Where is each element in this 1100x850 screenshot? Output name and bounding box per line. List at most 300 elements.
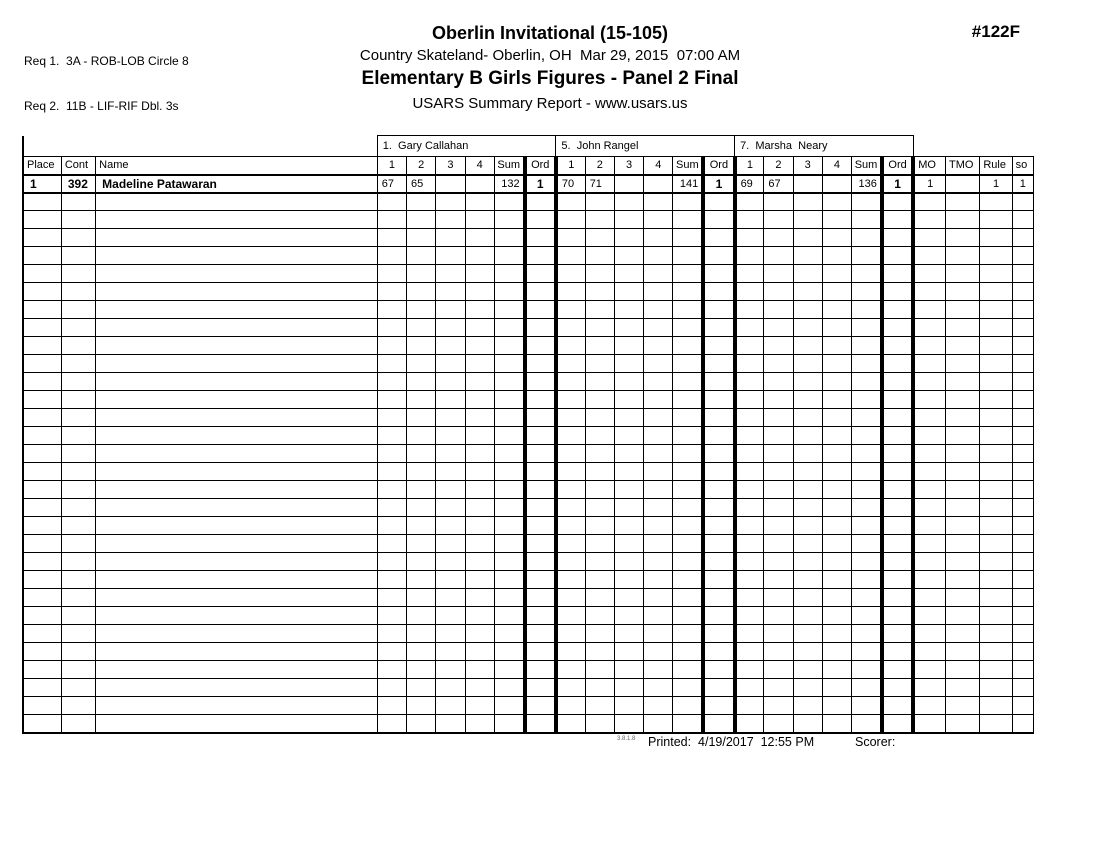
j2-score2-cell (585, 229, 614, 247)
j3-score4-cell (822, 643, 851, 661)
mo-cell: 1 (913, 175, 945, 193)
empty-row (23, 193, 1034, 211)
j2-score3-cell (614, 355, 643, 373)
competitor-name-cell (96, 679, 378, 697)
so-cell (1012, 643, 1033, 661)
j2-score4-cell (644, 427, 673, 445)
competitor-name-cell (96, 535, 378, 553)
printed-spacer (691, 735, 698, 749)
place-cell (23, 463, 61, 481)
j2-score3-cell (614, 373, 643, 391)
j3-score1-cell (735, 373, 764, 391)
j1-score2-cell (407, 265, 436, 283)
j1-score4-cell (465, 283, 494, 301)
report-footer (0, 734, 1100, 756)
so-cell (1012, 211, 1033, 229)
j3-ord-cell (882, 301, 913, 319)
cont-number-cell (61, 301, 95, 319)
j1-score1-cell (377, 211, 406, 229)
mo-cell (913, 661, 945, 679)
cont-number-cell (61, 661, 95, 679)
j1-ord-cell (525, 535, 556, 553)
j2-score2-cell (585, 499, 614, 517)
j2-score4-cell (644, 319, 673, 337)
j1-score4-cell (465, 607, 494, 625)
j2-ord-cell (703, 283, 734, 301)
empty-row (23, 265, 1034, 283)
j1-score2-cell (407, 517, 436, 535)
j1-sum-cell (494, 661, 524, 679)
j3-score4-cell (822, 211, 851, 229)
j1-score2-cell (407, 427, 436, 445)
j2-score4-cell (644, 499, 673, 517)
competitor-name-cell (96, 625, 378, 643)
cont-number-cell (61, 517, 95, 535)
j2-ord-cell (703, 373, 734, 391)
competitor-name-cell (96, 661, 378, 679)
empty-row (23, 337, 1034, 355)
j3-sum-cell (852, 409, 882, 427)
j3-score2-cell (764, 337, 793, 355)
j1-sum-cell (494, 229, 524, 247)
j2-score1-cell (556, 607, 585, 625)
place-cell (23, 283, 61, 301)
tmo-cell (946, 499, 980, 517)
j2-score4-cell (644, 391, 673, 409)
j1-sum-cell (494, 265, 524, 283)
j3-score3-cell (793, 445, 822, 463)
place-cell (23, 319, 61, 337)
j1-ord-cell (525, 463, 556, 481)
rule-cell (980, 499, 1012, 517)
competitor-row (23, 175, 1034, 193)
header-j1-sum: Sum (494, 157, 524, 175)
j2-score2-cell (585, 607, 614, 625)
j2-ord-cell (703, 211, 734, 229)
j1-ord-cell (525, 337, 556, 355)
meet-title: Oberlin Invitational (15-105) (431, 23, 669, 43)
competitor-name-cell (96, 229, 378, 247)
j2-score2-cell (585, 427, 614, 445)
j3-score4-cell (822, 355, 851, 373)
rule-cell (980, 553, 1012, 571)
j1-score4-cell (465, 517, 494, 535)
j1-sum-cell (494, 715, 524, 733)
j2-ord-cell (703, 319, 734, 337)
judge-banner-right-spacer (913, 136, 1033, 157)
tmo-cell (946, 481, 980, 499)
competitor-name-cell (96, 319, 378, 337)
j1-score4-cell (465, 373, 494, 391)
cont-number-cell (61, 409, 95, 427)
rule-cell (980, 697, 1012, 715)
j1-score1-cell (377, 553, 406, 571)
header-j2-score1: 1 (556, 157, 585, 175)
j2-score2-cell (585, 679, 614, 697)
j3-score1-cell (735, 679, 764, 697)
j2-ord-cell (703, 463, 734, 481)
j2-ord-cell (703, 571, 734, 589)
rule-cell (980, 193, 1012, 211)
j1-sum-cell (494, 211, 524, 229)
j3-score3-cell (793, 391, 822, 409)
j2-sum-cell (673, 625, 703, 643)
j1-score4-cell (465, 697, 494, 715)
so-cell (1012, 607, 1033, 625)
cont-number-cell (61, 607, 95, 625)
j2-score4-cell (644, 175, 673, 193)
mo-cell (913, 445, 945, 463)
j3-sum-cell (852, 355, 882, 373)
j1-score1-cell (377, 319, 406, 337)
j1-score2-cell (407, 355, 436, 373)
j1-score3-cell (436, 319, 465, 337)
j3-sum-cell (852, 337, 882, 355)
j1-ord-cell (525, 589, 556, 607)
place-cell (23, 715, 61, 733)
j3-score3-cell (793, 679, 822, 697)
so-cell (1012, 661, 1033, 679)
j1-score2-cell (407, 571, 436, 589)
j1-ord-cell (525, 481, 556, 499)
so-cell (1012, 247, 1033, 265)
j2-sum-cell (673, 409, 703, 427)
so-cell (1012, 481, 1033, 499)
j3-ord-cell (882, 625, 913, 643)
j2-sum-cell (673, 283, 703, 301)
j1-ord-cell (525, 265, 556, 283)
j2-sum-cell (673, 355, 703, 373)
j3-score1-cell (735, 265, 764, 283)
j2-score3-cell (614, 499, 643, 517)
j1-score1-cell (377, 679, 406, 697)
j2-score2-cell (585, 697, 614, 715)
j2-score2-cell (585, 625, 614, 643)
header-rule: Rule (980, 157, 1012, 175)
j3-score1-cell (735, 499, 764, 517)
mo-cell (913, 553, 945, 571)
j2-ord-cell (703, 481, 734, 499)
j2-score4-cell (644, 535, 673, 553)
j1-sum-cell (494, 337, 524, 355)
j2-score3-cell (614, 625, 643, 643)
j1-score3-cell (436, 517, 465, 535)
header-j3-ord: Ord (882, 157, 913, 175)
j3-score3-cell (793, 661, 822, 679)
j2-score1-cell (556, 661, 585, 679)
j1-ord-cell (525, 409, 556, 427)
j3-ord-cell (882, 373, 913, 391)
empty-row (23, 355, 1034, 373)
competitor-name-cell (96, 337, 378, 355)
j1-score2-cell (407, 373, 436, 391)
mo-cell (913, 283, 945, 301)
j1-sum-cell (494, 607, 524, 625)
j1-score2-cell (407, 283, 436, 301)
j2-score4-cell (644, 715, 673, 733)
j1-ord-cell (525, 301, 556, 319)
j3-score2-cell (764, 571, 793, 589)
j3-score4-cell (822, 175, 851, 193)
place-cell (23, 391, 61, 409)
j1-ord-cell (525, 373, 556, 391)
j2-sum-cell (673, 427, 703, 445)
mo-cell (913, 355, 945, 373)
j1-score3-cell (436, 715, 465, 733)
j1-score3-cell (436, 661, 465, 679)
tmo-cell (946, 409, 980, 427)
j3-score4-cell (822, 373, 851, 391)
results-table-container (22, 135, 1100, 734)
j2-score2-cell (585, 571, 614, 589)
place-cell (23, 607, 61, 625)
j2-score2-cell (585, 211, 614, 229)
j3-ord-cell (882, 319, 913, 337)
j1-sum-cell (494, 427, 524, 445)
rule-cell (980, 481, 1012, 499)
rule-cell (980, 517, 1012, 535)
j3-score2-cell (764, 589, 793, 607)
j1-score1-cell (377, 247, 406, 265)
j3-score3-cell (793, 409, 822, 427)
so-cell (1012, 697, 1033, 715)
j3-ord-cell (882, 247, 913, 265)
empty-row (23, 445, 1034, 463)
j1-sum-cell (494, 463, 524, 481)
j2-ord-cell (703, 661, 734, 679)
j1-score1-cell: 67 (377, 175, 406, 193)
j1-score2-cell (407, 535, 436, 553)
j1-score2-cell (407, 589, 436, 607)
j1-score1-cell (377, 697, 406, 715)
j2-score1-cell: 70 (556, 175, 585, 193)
so-cell (1012, 571, 1033, 589)
j3-score1-cell (735, 211, 764, 229)
j2-sum-cell (673, 229, 703, 247)
j3-score3-cell (793, 463, 822, 481)
j3-score4-cell (822, 337, 851, 355)
j2-score4-cell (644, 301, 673, 319)
competitor-name-cell (96, 427, 378, 445)
j3-score3-cell (793, 229, 822, 247)
j1-ord-cell (525, 499, 556, 517)
j3-score2-cell (764, 715, 793, 733)
j3-ord-cell (882, 337, 913, 355)
empty-row (23, 391, 1034, 409)
j1-ord-cell (525, 607, 556, 625)
place-cell (23, 445, 61, 463)
place-cell (23, 517, 61, 535)
j1-score1-cell (377, 427, 406, 445)
report-header (0, 0, 1100, 135)
j2-ord-cell (703, 553, 734, 571)
place-cell (23, 535, 61, 553)
competitor-name-cell (96, 265, 378, 283)
j3-score2-cell (764, 373, 793, 391)
so-cell (1012, 373, 1033, 391)
rule-cell (980, 337, 1012, 355)
j3-score4-cell (822, 625, 851, 643)
j1-score1-cell (377, 535, 406, 553)
mo-cell (913, 589, 945, 607)
header-j2-score4: 4 (644, 157, 673, 175)
j1-sum-cell (494, 373, 524, 391)
empty-row (23, 211, 1034, 229)
j1-score2-cell (407, 463, 436, 481)
j1-sum-cell (494, 301, 524, 319)
j1-ord-cell (525, 355, 556, 373)
j1-score3-cell (436, 247, 465, 265)
j2-score1-cell (556, 463, 585, 481)
j3-sum-cell (852, 607, 882, 625)
mo-cell (913, 607, 945, 625)
j1-score4-cell (465, 661, 494, 679)
header-j2-sum: Sum (673, 157, 703, 175)
j3-score4-cell (822, 589, 851, 607)
mo-cell (913, 697, 945, 715)
j2-ord-cell: 1 (703, 175, 734, 193)
j1-score2-cell (407, 481, 436, 499)
j3-score3-cell (793, 247, 822, 265)
j3-score4-cell (822, 229, 851, 247)
j1-score2-cell (407, 247, 436, 265)
tmo-cell (946, 463, 980, 481)
j3-ord-cell (882, 679, 913, 697)
j2-sum-cell (673, 499, 703, 517)
j2-score2-cell (585, 715, 614, 733)
j1-score1-cell (377, 643, 406, 661)
j3-score3-cell (793, 535, 822, 553)
j1-score2-cell (407, 715, 436, 733)
rule-cell (980, 319, 1012, 337)
j2-score3-cell (614, 265, 643, 283)
tmo-cell (946, 229, 980, 247)
j2-sum-cell (673, 643, 703, 661)
j2-score1-cell (556, 481, 585, 499)
cont-number-cell (61, 481, 95, 499)
header-j3-score4: 4 (822, 157, 851, 175)
j1-score3-cell (436, 625, 465, 643)
j3-score2-cell (764, 265, 793, 283)
empty-row (23, 679, 1034, 697)
j2-sum-cell (673, 463, 703, 481)
j2-score2-cell (585, 643, 614, 661)
j2-score1-cell (556, 499, 585, 517)
competitor-name-cell (96, 391, 378, 409)
j1-sum-cell (494, 571, 524, 589)
j1-score2-cell (407, 337, 436, 355)
cont-number-cell (61, 337, 95, 355)
j3-score4-cell (822, 715, 851, 733)
competitor-name-cell: Madeline Patawaran (96, 175, 378, 193)
j2-score1-cell (556, 445, 585, 463)
j2-score2-cell (585, 589, 614, 607)
j3-sum-cell (852, 247, 882, 265)
j2-score3-cell (614, 643, 643, 661)
j2-score1-cell (556, 373, 585, 391)
j1-score3-cell (436, 481, 465, 499)
j2-sum-cell (673, 301, 703, 319)
j2-score3-cell (614, 571, 643, 589)
j3-score3-cell (793, 517, 822, 535)
j1-score4-cell (465, 445, 494, 463)
so-cell (1012, 499, 1033, 517)
j3-score3-cell (793, 355, 822, 373)
j3-score4-cell (822, 661, 851, 679)
header-j2-ord: Ord (703, 157, 734, 175)
j3-sum-cell (852, 499, 882, 517)
j2-score1-cell (556, 283, 585, 301)
j1-score1-cell (377, 193, 406, 211)
j3-score3-cell (793, 265, 822, 283)
empty-row (23, 697, 1034, 715)
mo-cell (913, 571, 945, 589)
cont-number-cell (61, 247, 95, 265)
printed-timestamp (648, 735, 814, 749)
empty-row (23, 283, 1034, 301)
j2-score1-cell (556, 715, 585, 733)
j1-ord-cell (525, 391, 556, 409)
j1-sum-cell (494, 355, 524, 373)
j1-ord-cell (525, 517, 556, 535)
j2-score3-cell (614, 463, 643, 481)
j2-score1-cell (556, 211, 585, 229)
j2-score2-cell (585, 301, 614, 319)
j3-sum-cell (852, 427, 882, 445)
so-cell (1012, 517, 1033, 535)
report-type-line: USARS Summary Report - www.usars.us (412, 95, 688, 112)
j1-score2-cell (407, 625, 436, 643)
j1-score1-cell (377, 229, 406, 247)
rule-cell (980, 355, 1012, 373)
j3-score1-cell (735, 553, 764, 571)
j1-score1-cell (377, 265, 406, 283)
j1-sum-cell (494, 409, 524, 427)
j2-score1-cell (556, 247, 585, 265)
j3-score3-cell (793, 211, 822, 229)
j3-score4-cell (822, 535, 851, 553)
j3-score4-cell (822, 463, 851, 481)
j2-sum-cell (673, 265, 703, 283)
empty-row (23, 661, 1034, 679)
j2-sum-cell (673, 679, 703, 697)
j3-sum-cell (852, 301, 882, 319)
j1-score3-cell (436, 265, 465, 283)
judge-1-name: 1. Gary Callahan (377, 136, 556, 157)
cont-number-cell (61, 391, 95, 409)
mo-cell (913, 715, 945, 733)
j1-score4-cell (465, 265, 494, 283)
j1-ord-cell (525, 427, 556, 445)
mo-cell (913, 247, 945, 265)
competitor-name-cell (96, 517, 378, 535)
place-cell (23, 643, 61, 661)
j2-sum-cell (673, 247, 703, 265)
j1-score1-cell (377, 283, 406, 301)
j1-ord-cell (525, 229, 556, 247)
j1-score1-cell (377, 589, 406, 607)
j2-score1-cell (556, 229, 585, 247)
j2-score2-cell (585, 319, 614, 337)
mo-cell (913, 643, 945, 661)
j1-score2-cell (407, 319, 436, 337)
j2-score3-cell (614, 229, 643, 247)
j3-score1-cell (735, 463, 764, 481)
requirement-line-2: Req 2. 11B - LIF-RIF Dbl. 3s (24, 99, 179, 113)
j2-sum-cell: 141 (673, 175, 703, 193)
mo-cell (913, 391, 945, 409)
j1-score3-cell (436, 211, 465, 229)
